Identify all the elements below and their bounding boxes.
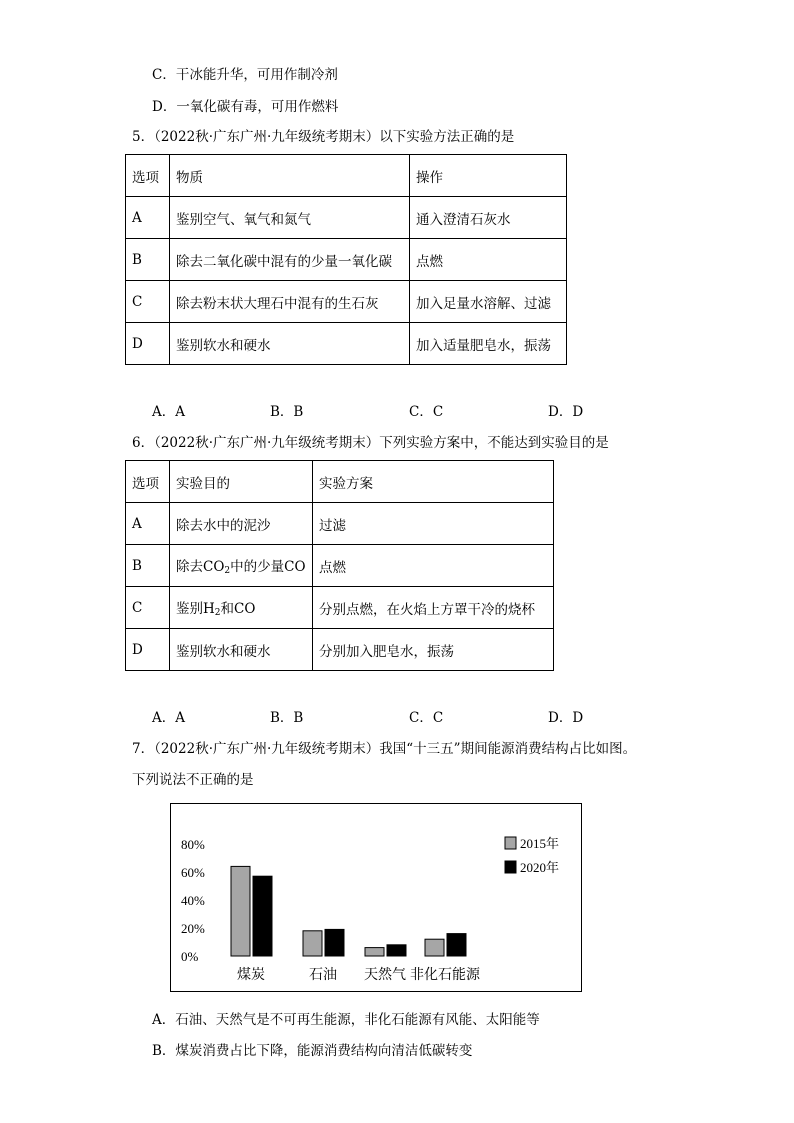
table-cell: B <box>126 545 170 587</box>
option-c[interactable]: C．C <box>409 404 444 420</box>
table-header-row <box>126 461 554 503</box>
table-cell: 鉴别软水和硬水 <box>170 323 410 365</box>
q6-table <box>125 460 554 671</box>
bar-s2-2 <box>387 945 406 956</box>
goal-text: 除去水中的泥沙 <box>176 517 271 534</box>
subscript: 2 <box>224 566 231 576</box>
goal-text: 鉴别软水和硬水 <box>176 643 271 660</box>
legend-swatch <box>505 837 516 849</box>
table-row <box>126 503 554 545</box>
table-cell: B <box>126 239 170 281</box>
bar-s1-0 <box>231 866 250 956</box>
legend-label: 2020年 <box>520 860 560 875</box>
table-header-row <box>126 155 567 197</box>
q5-options <box>152 403 752 421</box>
bar-s1-1 <box>303 931 322 956</box>
table-cell: C <box>126 587 170 629</box>
bar-s2-1 <box>325 929 344 956</box>
table-row <box>126 587 554 629</box>
goal-text: 除去CO <box>176 559 225 575</box>
energy-chart <box>170 803 582 992</box>
y-tick-label: 60% <box>181 865 205 880</box>
q5-stem: 5．（2022秋·广东广州·九年级统考期末）以下实验方法正确的是 <box>132 129 515 145</box>
option-a[interactable]: A．A <box>152 710 185 726</box>
legend-swatch <box>505 861 516 873</box>
table-cell: D <box>126 629 170 671</box>
option-d[interactable]: D．D <box>548 710 584 726</box>
table-row <box>126 629 554 671</box>
table-cell: A <box>126 503 170 545</box>
table-row <box>126 281 567 323</box>
table-row <box>126 197 567 239</box>
table-cell: 点燃 <box>410 239 567 281</box>
table-cell: 鉴别空气、氧气和氮气 <box>170 197 410 239</box>
goal-text: 鉴别H <box>176 601 215 617</box>
table-cell: A <box>126 197 170 239</box>
q5-table <box>125 154 567 365</box>
option-d[interactable]: D．D <box>548 404 584 420</box>
table-cell: 点燃 <box>313 545 554 587</box>
table-cell: D <box>126 323 170 365</box>
q7-stem-line1: 7．（2022秋·广东广州·九年级统考期末）我国“十三五”期间能源消费结构占比如图。 <box>132 741 637 757</box>
y-tick-label: 80% <box>181 837 205 852</box>
q7-stem-line2: 下列说法不正确的是 <box>132 772 254 788</box>
prev-option-c: C．干冰能升华，可用作制冷剂 <box>152 67 338 83</box>
q6-stem: 6．（2022秋·广东广州·九年级统考期末）下列实验方案中，不能达到实验目的是 <box>132 435 609 451</box>
subscript: 2 <box>214 608 221 618</box>
table-row <box>126 545 554 587</box>
table-cell: 分别加入肥皂水，振荡 <box>313 629 554 671</box>
table-cell: 除去粉末状大理石中混有的生石灰 <box>170 281 410 323</box>
option-b[interactable]: B．B <box>270 404 304 420</box>
bar-s1-3 <box>425 939 444 956</box>
x-category-label: 天然气 <box>364 967 406 983</box>
bar-s2-3 <box>447 934 466 956</box>
x-category-label: 石油 <box>309 967 337 983</box>
y-tick-label: 0% <box>181 949 199 964</box>
bar-s2-0 <box>253 876 272 956</box>
table-header-cell: 操作 <box>410 155 567 197</box>
option-c[interactable]: C．C <box>409 710 444 726</box>
goal-text: 和CO <box>220 601 256 617</box>
table-cell <box>170 629 313 671</box>
table-row <box>126 323 567 365</box>
table-header-cell: 选项 <box>126 461 170 503</box>
x-category-label: 煤炭 <box>237 967 265 983</box>
table-cell <box>170 503 313 545</box>
table-header-cell: 物质 <box>170 155 410 197</box>
table-cell: 除去二氧化碳中混有的少量一氧化碳 <box>170 239 410 281</box>
y-tick-label: 20% <box>181 921 205 936</box>
table-cell: 分别点燃，在火焰上方罩干冷的烧杯 <box>313 587 554 629</box>
goal-text: 中的少量CO <box>230 559 306 575</box>
table-header-cell: 实验方案 <box>313 461 554 503</box>
table-cell: 过滤 <box>313 503 554 545</box>
table-cell: 加入适量肥皂水，振荡 <box>410 323 567 365</box>
option-a[interactable]: A．A <box>152 404 185 420</box>
legend-label: 2015年 <box>520 836 560 851</box>
table-cell: 加入足量水溶解、过滤 <box>410 281 567 323</box>
y-tick-label: 40% <box>181 893 205 908</box>
table-header-cell: 实验目的 <box>170 461 313 503</box>
table-cell <box>170 587 313 629</box>
prev-option-d: D．一氧化碳有毒，可用作燃料 <box>152 99 339 115</box>
table-cell: 通入澄清石灰水 <box>410 197 567 239</box>
q6-options <box>152 709 752 727</box>
q7-option-a[interactable]: A．石油、天然气是不可再生能源，非化石能源有风能、太阳能等 <box>152 1012 540 1028</box>
x-category-label: 非化石能源 <box>410 967 480 983</box>
option-b[interactable]: B．B <box>270 710 304 726</box>
table-header-cell: 选项 <box>126 155 170 197</box>
energy-bar-chart <box>171 804 581 991</box>
bar-s1-2 <box>365 948 384 956</box>
table-cell <box>170 545 313 587</box>
table-row <box>126 239 567 281</box>
table-cell: C <box>126 281 170 323</box>
q7-option-b[interactable]: B．煤炭消费占比下降，能源消费结构向清洁低碳转变 <box>152 1043 473 1059</box>
